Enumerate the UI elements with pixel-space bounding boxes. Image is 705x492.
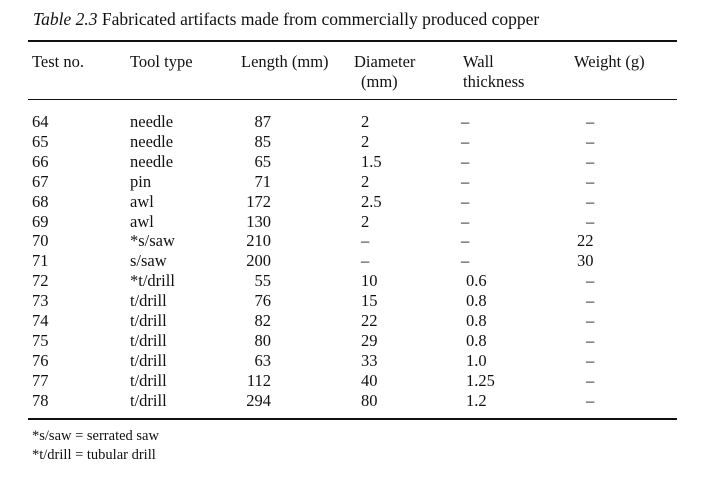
cell-tool-type: t/drill [130,291,167,311]
cell-weight: – [586,171,595,191]
footnote-drill: *t/drill = tubular drill [32,447,156,463]
cell-length: 172 [246,191,271,211]
cell-weight: – [586,271,595,291]
cell-tool-type: t/drill [130,370,167,390]
cell-weight: – [586,112,595,131]
cell-tool-type: t/drill [130,390,167,410]
cell-tool-type: s/saw [130,251,167,271]
cell-weight: – [586,191,595,211]
cell-wall-thickness: – [461,151,470,171]
table-row [0,152,705,172]
cell-test-no: 65 [32,131,49,151]
cell-tool-type: awl [130,191,154,211]
header-wall-line1: Wall [463,52,494,71]
header-length: Length (mm) [241,52,329,71]
table-row [0,351,705,371]
cell-length: 63 [254,350,271,370]
cell-weight: – [586,370,595,390]
cell-test-no: 76 [32,350,49,370]
cell-tool-type: needle [130,131,174,151]
cell-wall-thickness: 0.8 [466,291,487,311]
cell-wall-thickness: – [461,231,470,251]
cell-test-no: 66 [32,151,49,171]
cell-tool-type: needle [130,151,174,171]
table-row [0,132,705,152]
cell-diameter: 2 [361,171,370,191]
cell-test-no: 78 [32,390,49,410]
table-row [0,231,705,251]
cell-test-no: 71 [32,251,49,271]
cell-wall-thickness: – [461,251,470,271]
table-row [0,192,705,212]
cell-diameter: 22 [361,311,378,330]
header-test-no: Test no. [32,52,85,71]
cell-diameter: 2 [361,131,370,151]
cell-tool-type: *t/drill [130,271,175,291]
table-row [0,331,705,351]
table-row [0,391,705,411]
table-row [0,371,705,391]
cell-test-no: 77 [32,370,49,390]
cell-tool-type: t/drill [130,311,167,330]
cell-length: 112 [246,370,271,390]
cell-test-no: 74 [32,311,49,330]
cell-weight: – [586,330,595,350]
cell-test-no: 70 [32,231,49,251]
header-diameter-line1: Diameter [354,52,416,71]
table-row [0,112,705,132]
cell-tool-type: pin [130,171,152,191]
cell-wall-thickness: – [461,211,470,231]
cell-diameter: – [361,231,370,251]
cell-diameter: 80 [361,390,378,410]
cell-weight: – [586,211,595,231]
table-row [0,291,705,311]
cell-wall-thickness: 0.6 [466,271,487,291]
cell-diameter: 10 [361,271,378,291]
cell-test-no: 64 [32,112,49,131]
cell-wall-thickness: 0.8 [466,330,487,350]
cell-diameter: – [361,251,370,271]
cell-diameter: 2 [361,112,370,131]
cell-length: 71 [254,171,271,191]
cell-diameter: 2 [361,211,370,231]
cell-wall-thickness: 1.0 [466,350,487,370]
cell-tool-type: t/drill [130,350,167,370]
cell-length: 65 [254,151,271,171]
cell-test-no: 73 [32,291,49,311]
cell-length: 80 [254,330,271,350]
table-label: Table 2.3 [33,9,98,29]
bottom-rule [28,418,677,420]
cell-weight: – [586,291,595,311]
cell-weight: 30 [577,251,594,271]
cell-diameter: 40 [361,370,378,390]
cell-weight: – [586,311,595,330]
cell-weight: – [586,131,595,151]
cell-weight: 22 [577,231,594,251]
table-title: Fabricated artifacts made from commercially produced copper [101,9,540,29]
cell-length: 294 [246,390,271,410]
cell-weight: – [586,151,595,171]
cell-wall-thickness: – [461,112,470,131]
cell-wall-thickness: – [461,171,470,191]
cell-test-no: 68 [32,191,49,211]
footnote-saw: *s/saw = serrated saw [32,428,159,444]
cell-diameter: 1.5 [361,151,382,171]
table-row [0,212,705,232]
cell-diameter: 2.5 [361,191,382,211]
cell-test-no: 67 [32,171,49,191]
cell-length: 85 [254,131,271,151]
cell-length: 76 [254,291,271,311]
header-weight: Weight (g) [574,52,645,71]
cell-diameter: 15 [361,291,378,311]
cell-length: 130 [246,211,271,231]
cell-length: 210 [246,231,271,251]
cell-weight: – [586,390,595,410]
cell-length: 87 [254,112,271,131]
cell-tool-type: awl [130,211,154,231]
cell-wall-thickness: – [461,191,470,211]
cell-wall-thickness: 1.2 [466,390,487,410]
cell-length: 82 [254,311,271,330]
cell-test-no: 69 [32,211,49,231]
cell-test-no: 75 [32,330,49,350]
cell-tool-type: *s/saw [130,231,175,251]
cell-tool-type: needle [130,112,174,131]
cell-test-no: 72 [32,271,49,291]
cell-wall-thickness: – [461,131,470,151]
table-row [0,251,705,271]
cell-diameter: 29 [361,330,378,350]
table-row [0,311,705,331]
header-wall-line2: thickness [463,72,525,91]
cell-tool-type: t/drill [130,330,167,350]
table-row [0,271,705,291]
cell-diameter: 33 [361,350,378,370]
cell-weight: – [586,350,595,370]
header-diameter-line2: (mm) [361,72,398,91]
cell-wall-thickness: 1.25 [466,370,495,390]
cell-length: 55 [254,271,271,291]
table-row [0,172,705,192]
cell-length: 200 [246,251,271,271]
cell-wall-thickness: 0.8 [466,311,487,330]
header-tool-type: Tool type [130,52,193,71]
